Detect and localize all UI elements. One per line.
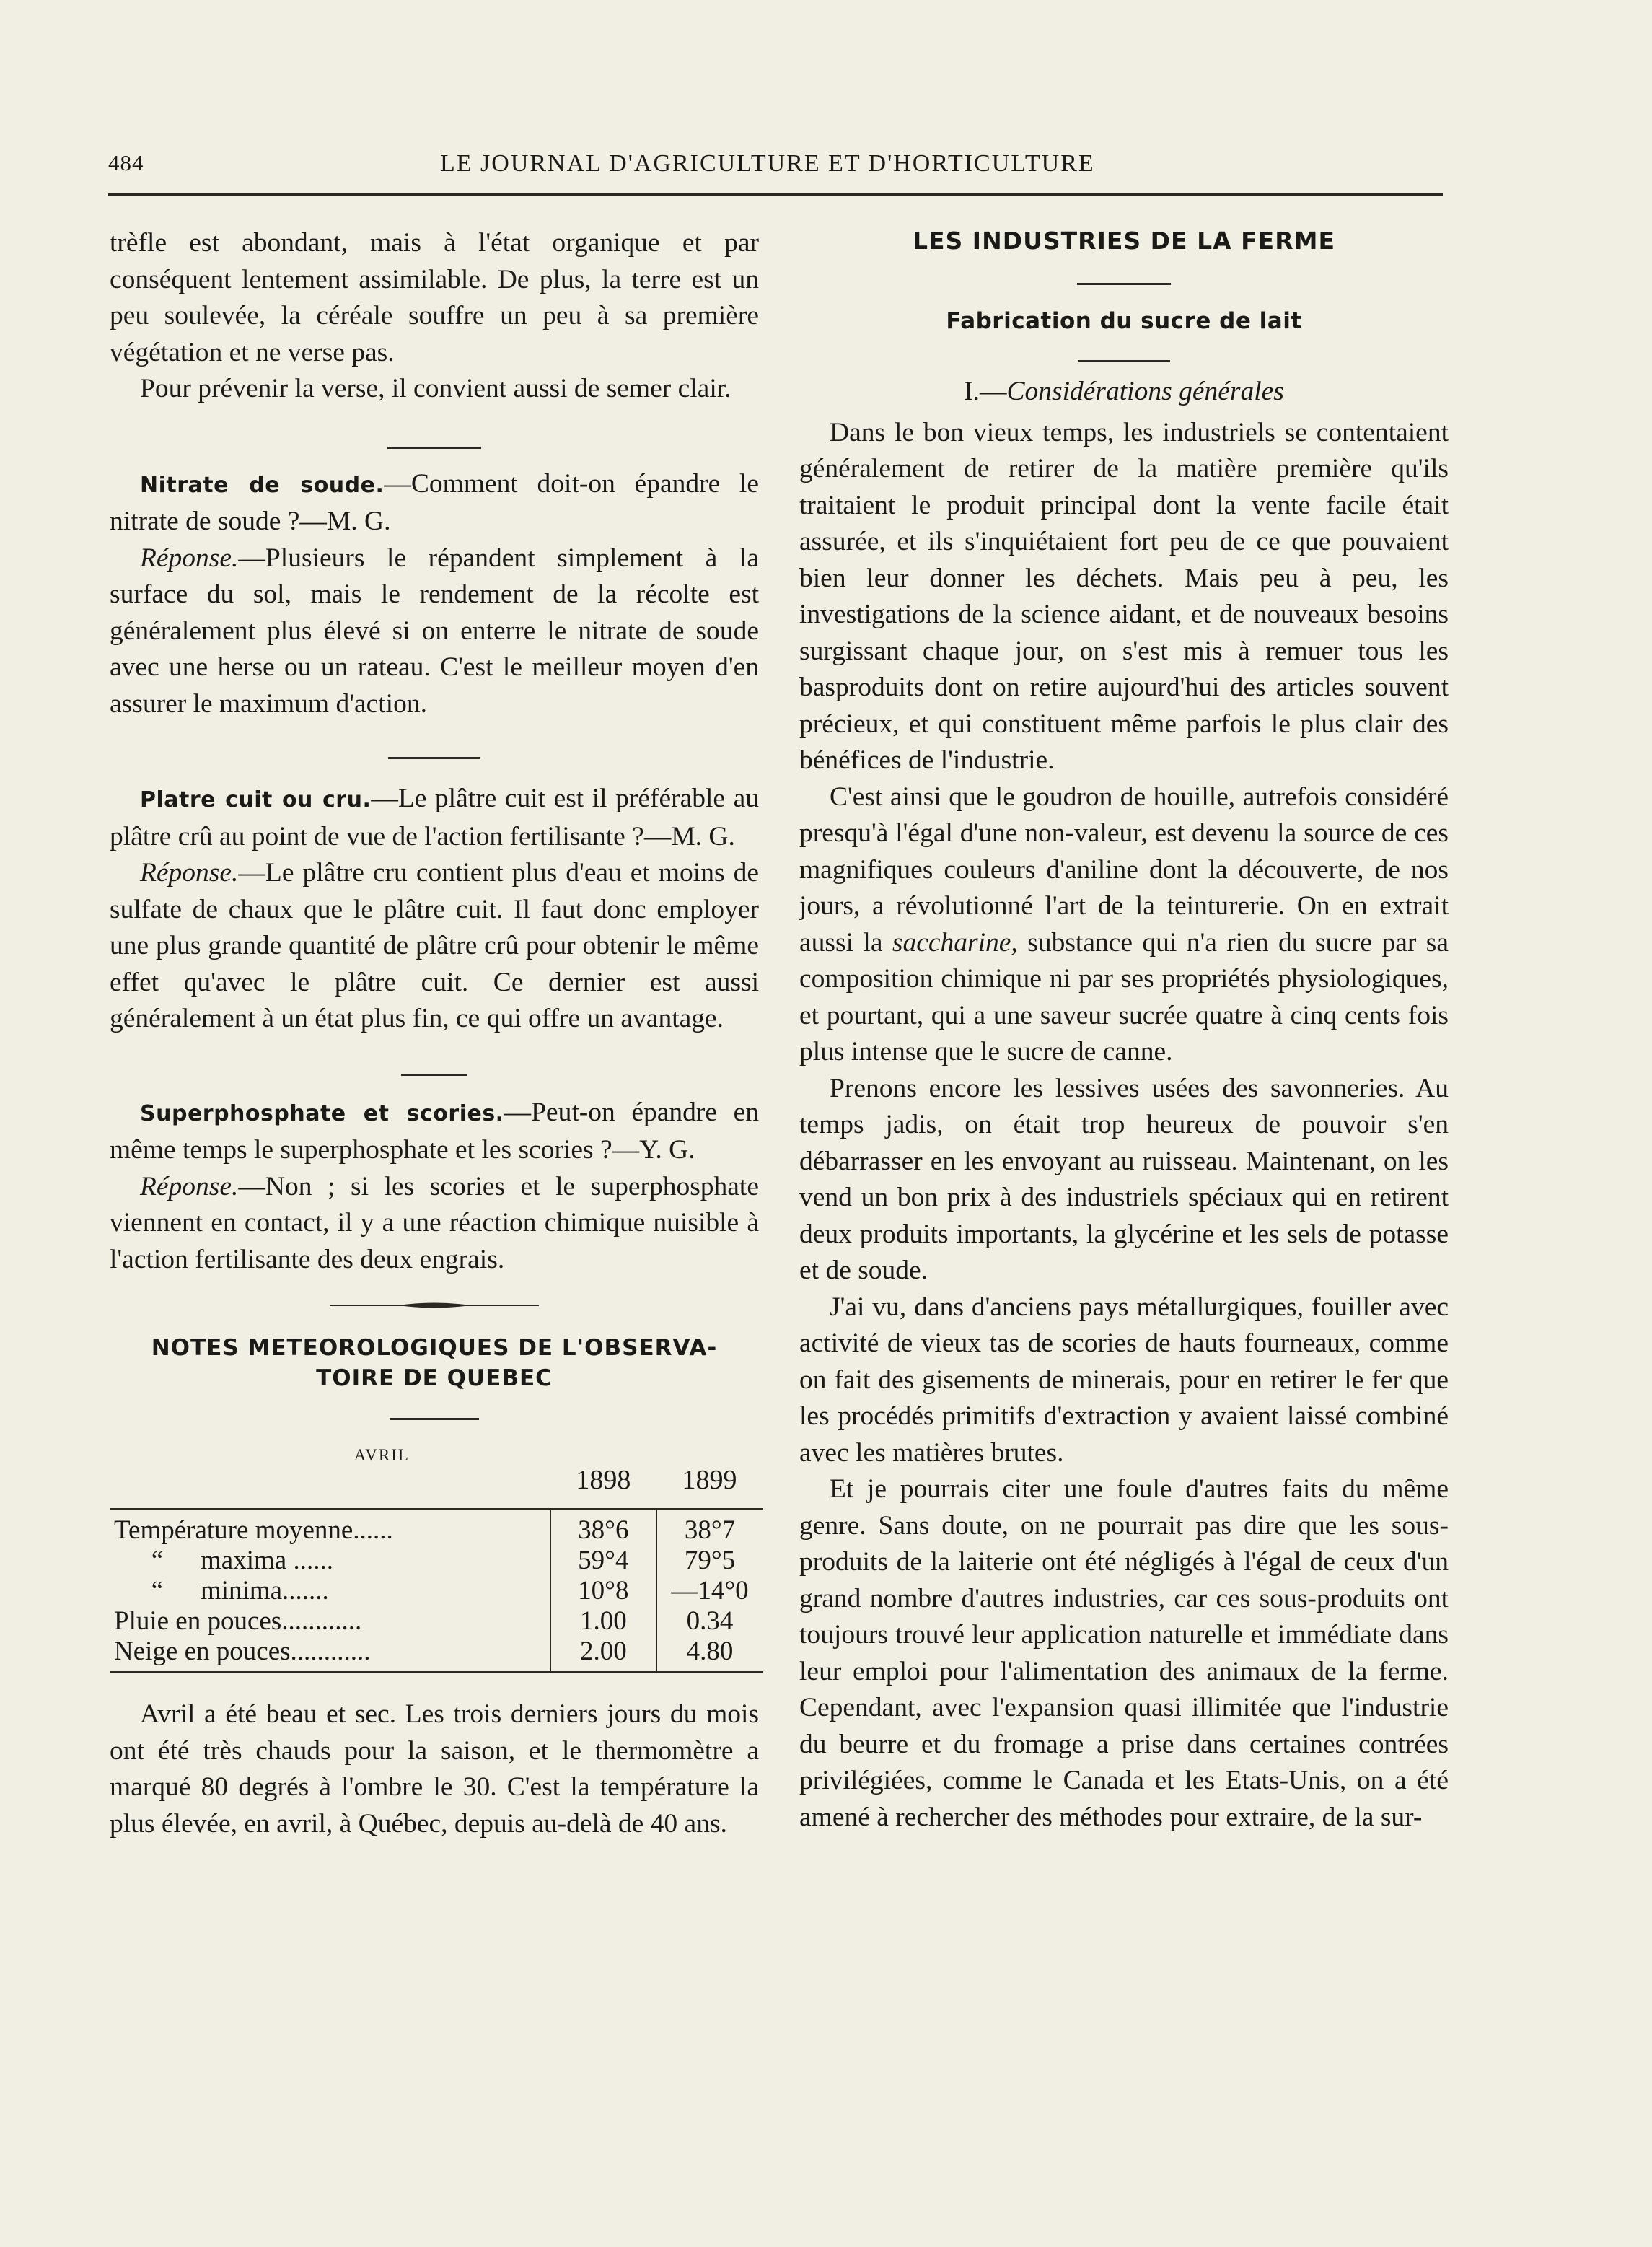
weather-label: Température moyenne (114, 1515, 353, 1545)
weather-dots: ....... (282, 1576, 329, 1606)
weather-label: maxima (201, 1546, 287, 1575)
running-title: LE JOURNAL D'AGRICULTURE ET D'HORTICULTURE (440, 150, 1095, 177)
weather-year-1898: 1898 (576, 1465, 631, 1495)
table-row (110, 1637, 763, 1671)
weather-dots: ...... (353, 1515, 393, 1545)
weather-month: AVRIL (353, 1446, 410, 1464)
subhead-text: Considérations générales (1006, 377, 1284, 406)
nitrate-question (110, 466, 759, 540)
superphosphate-lead: Superphosphate et scories. (140, 1100, 504, 1126)
paragraph-bon-vieux-temps: Dans le bon vieux temps, les industriels se contentaient généralement de retirer de la matière première qu'ils traitaient le produit principal dont la vente facile était assurée, et ils s'inquiétaient fort peu de ce que pouvaient bien leur donner les déchets. Mais peu à peu, les investigations de la science aidant, et de nouveaux besoins surgissant chaque jour, on s'est mis à remuer tous les basproduits dont on retire aujourd'hui des articles souvent précieux, et qui constituent même parfois le plus clair des bénéfices de l'industrie. (799, 417, 1449, 775)
platre-answer-text: —Le plâtre cru contient plus d'eau et moins de sulfate de chaux que le plâtre cuit. Il faut donc employer une plus grande quantité de plâtre crû pour obtenir le même effet qu'avec le plâtre cuit. Ce dernier est aussi généralement à un état plus fin, ce qui offre un avantage. (110, 858, 759, 1033)
paragraph-sous-produits: Et je pourrais citer une foule d'autres faits du même genre. Sans doute, on ne pourrait pas dire que les sous-produits de la laiterie ont été négligés à l'égal de ceux d'un grand nombre d'autres industries, car ces sous-produits ont toujours trouvé leur application naturelle et immédiate dans leur emploi pour l'alimentation des animaux de la ferme. Cependant, avec l'expansion quasi illimitée que l'industrie du beurre et du fromage a prise dans certaines contrées privilégiées, comme le Canada et les Etats-Unis, on a été amené à rechercher des méthodes pour extraire, de la sur- (799, 1474, 1449, 1832)
superphosphate-question-text: —Peut-on épandre en même temps le superphosphate et les scories ?—Y. G. (110, 1097, 759, 1165)
weather-value-1898: 1.00 (550, 1606, 657, 1637)
paragraph-goudron-text-a: C'est ainsi que le goudron de houille, autrefois considéré presqu'à l'égal d'une non-valeur, est devenu la source de ces magnifiques couleurs d'aniline dont la découverte, de nos jours, a révolutionné l'art de la teinturerie. On en extrait aussi la (799, 781, 1449, 958)
platre-answer-label: Réponse. (140, 858, 239, 888)
article-title: Fabrication du sucre de lait (946, 308, 1302, 334)
subhead (799, 374, 1449, 411)
weather-dots: ............ (281, 1606, 362, 1636)
ditto-mark: “ (151, 1576, 164, 1606)
platre-question (110, 781, 759, 855)
paragraph-goudron-text-b: substance qui n'a rien du sucre par sa composition chimique ni par ses propriétés physiologiques, et pourtant, qui a une saveur sucrée quatre à cinq cents fois plus intense que le sucre de canne. (799, 927, 1449, 1066)
header-rule (108, 193, 1443, 196)
meteo-title (110, 1333, 759, 1393)
subhead-number: I.— (964, 377, 1007, 406)
table-row (110, 1509, 763, 1546)
section-title: LES INDUSTRIES DE LA FERME (912, 227, 1336, 255)
nitrate-question-text: —Comment doit-on épandre le nitrate de soude ?—M. G. (110, 468, 759, 536)
saccharine-term: saccharine, (892, 927, 1018, 958)
table-row (110, 1576, 763, 1606)
weather-value-1899: 38°7 (656, 1509, 763, 1546)
ditto-mark: “ (151, 1546, 164, 1575)
weather-table (110, 1440, 763, 1671)
weather-value-1899: —14°0 (656, 1576, 763, 1606)
superphosphate-answer (110, 1169, 759, 1279)
meteo-title-line1: NOTES METEOROLOGIQUES DE L'OBSERVA- (151, 1335, 718, 1361)
nitrate-answer-text: —Plusieurs le répandent simplement à la surface du sol, mais le rendement de la récolte est généralement plus élevé si on enterre le nitrate de soude avec une herse ou un rateau. C'est le meilleur moyen d'en assurer le maximum d'action. (110, 543, 759, 719)
table-row (110, 1606, 763, 1637)
superphosphate-answer-text: —Non ; si les scories et le superphosphate viennent en contact, il y a une réaction chimique nuisible à l'action fertilisante des deux engrais. (110, 1171, 759, 1274)
platre-question-text: —Le plâtre cuit est il préférable au plâtre crû au point de vue de l'action fertilisante ?—M. G. (110, 784, 759, 851)
weather-label: Neige en pouces (114, 1637, 291, 1666)
meteo-summary: Avril a été beau et sec. Les trois derniers jours du mois ont été très chauds pour la saison, et le thermomètre a marqué 80 degrés à l'ombre le 30. C'est la température la plus élevée, en avril, à Québec, depuis au-delà de 40 ans. (110, 1699, 759, 1839)
weather-dots: ...... (286, 1546, 333, 1575)
paragraph-verse: Pour prévenir la verse, il convient aussi de semer clair. (140, 374, 731, 403)
weather-label: Pluie en pouces (114, 1606, 282, 1636)
meteo-title-line2: TOIRE DE QUEBEC (316, 1365, 553, 1391)
weather-value-1898: 38°6 (550, 1509, 657, 1546)
weather-value-1898: 10°8 (550, 1576, 657, 1606)
platre-lead: Platre cuit ou cru. (140, 787, 372, 812)
weather-value-1898: 59°4 (550, 1546, 657, 1576)
weather-value-1899: 4.80 (656, 1637, 763, 1671)
right-column (799, 225, 1449, 1836)
weather-value-1898: 2.00 (550, 1637, 657, 1671)
table-row (110, 1546, 763, 1576)
superphosphate-question (110, 1095, 759, 1169)
weather-dots: ............ (290, 1637, 371, 1666)
platre-answer (110, 855, 759, 1038)
weather-value-1899: 0.34 (656, 1606, 763, 1637)
page-number: 484 (108, 150, 144, 175)
paragraph-trefle: trèfle est abondant, mais à l'état organique et par conséquent lentement assimilable. De plus, la terre est un peu soulevée, la céréale souffre un peu à sa première végétation et ne verse pas. (110, 228, 759, 367)
nitrate-lead: Nitrate de soude. (140, 472, 385, 498)
weather-label: minima (201, 1576, 283, 1606)
weather-year-1899: 1899 (682, 1465, 737, 1495)
paragraph-lessives: Prenons encore les lessives usées des savonneries. Au temps jadis, on était trop heureux de pouvoir s'en débarrasser en les envoyant au ruisseau. Maintenant, on les vend un bon prix à des industriels spéciaux qui en retirent deux produits importants, la glycérine et les sels de potasse et de soude. (799, 1073, 1449, 1285)
weather-value-1899: 79°5 (656, 1546, 763, 1576)
nitrate-answer (110, 540, 759, 723)
nitrate-answer-label: Réponse. (140, 543, 239, 573)
superphosphate-answer-label: Réponse. (140, 1171, 239, 1201)
left-column (110, 225, 759, 1842)
ornament-divider (330, 1300, 539, 1311)
page-header (108, 150, 1443, 186)
paragraph-scories: J'ai vu, dans d'anciens pays métallurgiques, fouiller avec activité de vieux tas de scories de hauts fourneaux, comme on fait des gisements de minerais, pour en retirer le fer que les procédés primitifs d'extraction y avaient laissé combiné avec les matières brutes. (799, 1292, 1449, 1468)
paragraph-goudron (799, 779, 1449, 1071)
